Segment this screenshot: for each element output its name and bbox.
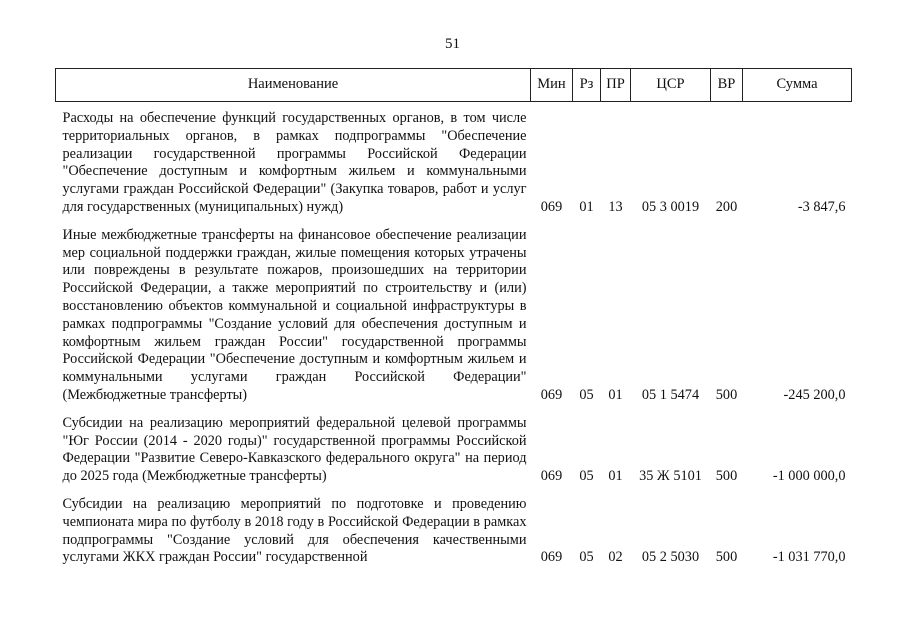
row-min: 069 <box>540 549 563 566</box>
row-name: Субсидии на реализацию мероприятий по подготовке и проведению чемпионата мира по футболу в 2018 году в Российской Федерации в рамках подпрограммы "Создание условий для обеспечения качественными услугами ЖКХ граждан России" государственной <box>62 495 527 566</box>
table-row <box>56 102 852 221</box>
row-name: Расходы на обеспечение функций государственных органов, в том числе территориальных органов, в рамках подпрограммы "Обеспечение реализации государственной программы Российской Федерации "Обеспечение доступным и комфортным жильем и коммунальными услугами граждан Российской Федерации" (Закупка товаров, работ и услуг для государственных (муниципальных) нужд) <box>62 110 527 215</box>
header-pr: ПР <box>601 69 631 102</box>
row-rz: 05 <box>579 468 594 485</box>
row-sum: -1 000 000,0 <box>772 468 846 485</box>
budget-table <box>55 68 852 571</box>
row-vr: 500 <box>715 468 738 485</box>
row-name: Субсидии на реализацию мероприятий федеральной целевой программы "Юг России (2014 - 2020 годы)" государственной программы Российской Федерации "Развитие Северо-Кавказского федерального округа" на период до 2025 года (Межбюджетные трансферты) <box>62 414 527 485</box>
row-csr: 05 1 5474 <box>641 386 700 403</box>
header-min: Мин <box>531 69 573 102</box>
row-sum: -245 200,0 <box>783 386 846 403</box>
row-pr: 13 <box>608 198 623 215</box>
header-sum: Сумма <box>743 69 852 102</box>
row-pr: 01 <box>608 468 623 485</box>
row-csr: 05 2 5030 <box>641 549 700 566</box>
table-row <box>56 490 852 571</box>
table-row <box>56 221 852 409</box>
table-header-row <box>56 69 852 102</box>
row-vr: 500 <box>715 549 738 566</box>
table-row <box>56 409 852 490</box>
row-vr: 200 <box>715 198 738 215</box>
row-rz: 01 <box>579 198 594 215</box>
row-pr: 02 <box>608 549 623 566</box>
header-vr: ВР <box>711 69 743 102</box>
row-min: 069 <box>540 198 563 215</box>
header-csr: ЦСР <box>631 69 711 102</box>
header-rz: Рз <box>573 69 601 102</box>
row-min: 069 <box>540 386 563 403</box>
row-min: 069 <box>540 468 563 485</box>
header-name: Наименование <box>56 69 531 102</box>
row-name: Иные межбюджетные трансферты на финансовое обеспечение реализации мер социальной поддержки граждан, жилые помещения которых утрачены или повреждены в результате пожаров, произошедших на территории Российской Федерации, а также мероприятий по строительству и (или) восстановлению объектов коммунальной и социальной инфраструктуры в рамках подпрограммы "Создание условий для обеспечения доступным и комфортным жильем граждан России" государственной программы Российской Федерации "Обеспечение доступным и комфортным жильем и коммунальными услугами граждан Российской Федерации" (Межбюджетные трансферты) <box>62 226 527 403</box>
row-pr: 01 <box>608 386 623 403</box>
row-vr: 500 <box>715 386 738 403</box>
row-csr: 05 3 0019 <box>641 198 700 215</box>
row-sum: -1 031 770,0 <box>772 549 846 566</box>
row-csr: 35 Ж 5101 <box>639 468 702 485</box>
row-sum: -3 847,6 <box>797 198 846 215</box>
row-rz: 05 <box>579 549 594 566</box>
row-rz: 05 <box>579 386 594 403</box>
page-number: 51 <box>445 36 460 52</box>
